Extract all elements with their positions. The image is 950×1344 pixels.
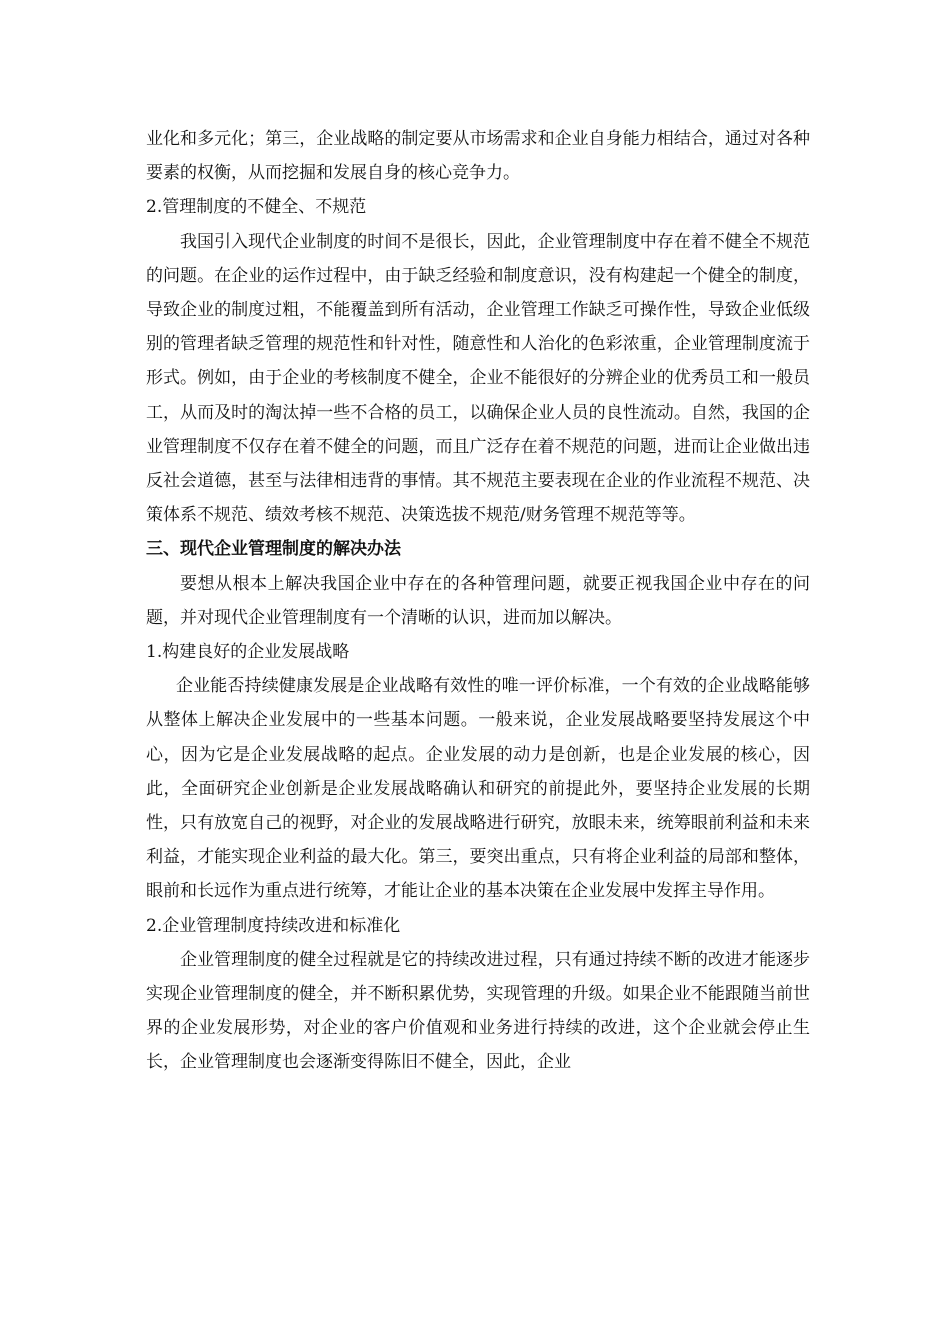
subheading-continuous-improvement: 2.企业管理制度持续改进和标准化 — [146, 915, 401, 936]
subheading-development-strategy: 1.构建良好的企业发展战略 — [146, 642, 350, 663]
paragraph-institution-deficiency: 我国引入现代企业制度的时间不是很长，因此，企业管理制度中存在着不健全不规范的问题。在企业的运作过程中，由于缺乏经验和制度意识，没有构建起一个健全的制度，导致企业的制度过粗，不能覆盖到所有活动，企业管理工作缺乏可操作性，导致企业低级别的管理者缺乏管理的规范性和针对性，随意性和人治化的色彩浓重，企业管理制度流于形式。例如，由于企业的考核制度不健全，企业不能很好的分辨企业的优秀员工和一般员工，从而及时的淘汰掉一些不合格的员工，以确保企业人员的良性流动。自然，我国的企业管理制度不仅存在着不健全的问题，而且广泛存在着不规范的问题，进而让企业做出违反社会道德，甚至与法律相违背的事情。其不规范主要表现在企业的作业流程不规范、决策体系不规范、绩效考核不规范、决策选拔不规范/财务管理不规范等等。 — [146, 231, 810, 526]
paragraph-solutions-intro: 要想从根本上解决我国企业中存在的各种管理问题，就要正视我国企业中存在的问题，并对现代企业管理制度有一个清晰的认识，进而加以解决。 — [146, 573, 810, 628]
section-heading-solutions: 三、现代企业管理制度的解决办法 — [146, 539, 401, 560]
paragraph-development-strategy: 企业能否持续健康发展是企业战略有效性的唯一评价标准，一个有效的企业战略能够从整体上解决企业发展中的一些基本问题。一般来说，企业发展战略要坚持发展这个中心，因为它是企业发展战略的起点。企业发展的动力是创新，也是企业发展的核心，因此，全面研究企业创新是企业发展战略确认和研究的前提此外，要坚持企业发展的长期性，只有放宽自己的视野，对企业的发展战略进行研究，放眼未来，统筹眼前利益和未来利益，才能实现企业利益的最大化。第三，要突出重点，只有将企业利益的局部和整体，眼前和长远作为重点进行统筹，才能让企业的基本决策在企业发展中发挥主导作用。 — [146, 676, 810, 902]
subheading-institution-deficiency: 2.管理制度的不健全、不规范 — [146, 197, 367, 218]
document-page — [146, 122, 810, 1080]
paragraph-strategy-continuation: 业化和多元化；第三，企业战略的制定要从市场需求和企业自身能力相结合，通过对各种要素的权衡，从而挖掘和发展自身的核心竞争力。 — [146, 129, 810, 184]
paragraph-continuous-improvement: 企业管理制度的健全过程就是它的持续改进过程，只有通过持续不断的改进才能逐步实现企业管理制度的健全，并不断积累优势，实现管理的升级。如果企业不能跟随当前世界的企业发展形势，对企业的客户价值观和业务进行持续的改进，这个企业就会停止生长，企业管理制度也会逐渐变得陈旧不健全，因此，企业 — [146, 949, 810, 1073]
